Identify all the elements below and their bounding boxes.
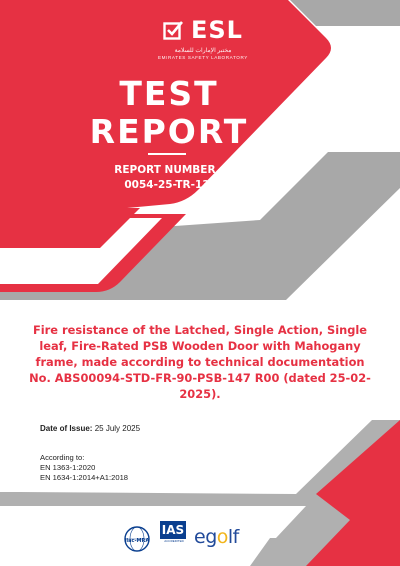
ilac-label: ilac-MRA bbox=[124, 538, 150, 544]
ias-accredited: ACCREDITED bbox=[164, 539, 184, 543]
egolf-text-suffix: lf bbox=[227, 526, 239, 548]
logo-arabic-name: مختبر الإمارات للسلامة bbox=[174, 48, 232, 54]
title-line-1: TEST bbox=[119, 74, 219, 113]
title-line-2: REPORT bbox=[89, 112, 249, 151]
standard-item: EN 1363-1:2020 bbox=[40, 463, 96, 472]
according-label: According to: bbox=[40, 453, 85, 462]
report-description: Fire resistance of the Latched, Single Action, Single leaf, Fire-Rated PSB Wooden Door with Mahogany frame, made according to technical documentation No. ABS00094-STD-FR-90-PSB-147 R00 (dated 25-02-2025). bbox=[29, 323, 371, 401]
report-number-block bbox=[96, 163, 238, 193]
logo-tagline: EMIRATES SAFETY LABORATORY bbox=[158, 55, 248, 60]
standard-item: EN 1634-1:2014+A1:2018 bbox=[40, 473, 129, 482]
date-of-issue bbox=[40, 424, 140, 433]
logo-wordmark: ESL bbox=[191, 16, 243, 44]
title-divider bbox=[148, 153, 186, 155]
report-number-value: 0054-25-TR-13 bbox=[124, 179, 210, 191]
checkbox-icon bbox=[163, 20, 183, 40]
egolf-text-prefix: eg bbox=[194, 526, 217, 548]
ias-logo bbox=[160, 521, 188, 555]
standards-block bbox=[40, 453, 128, 483]
accreditation-logos bbox=[118, 520, 288, 554]
issue-date: 25 July 2025 bbox=[94, 424, 141, 433]
ias-label: IAS bbox=[161, 523, 185, 537]
report-number-label: REPORT NUMBER. bbox=[114, 164, 220, 176]
egolf-logo bbox=[194, 526, 239, 548]
ilac-mra-logo bbox=[124, 526, 150, 552]
esl-logo bbox=[128, 18, 278, 70]
egolf-text-o: o bbox=[216, 526, 228, 548]
issue-label: Date of Issue: bbox=[40, 424, 93, 433]
